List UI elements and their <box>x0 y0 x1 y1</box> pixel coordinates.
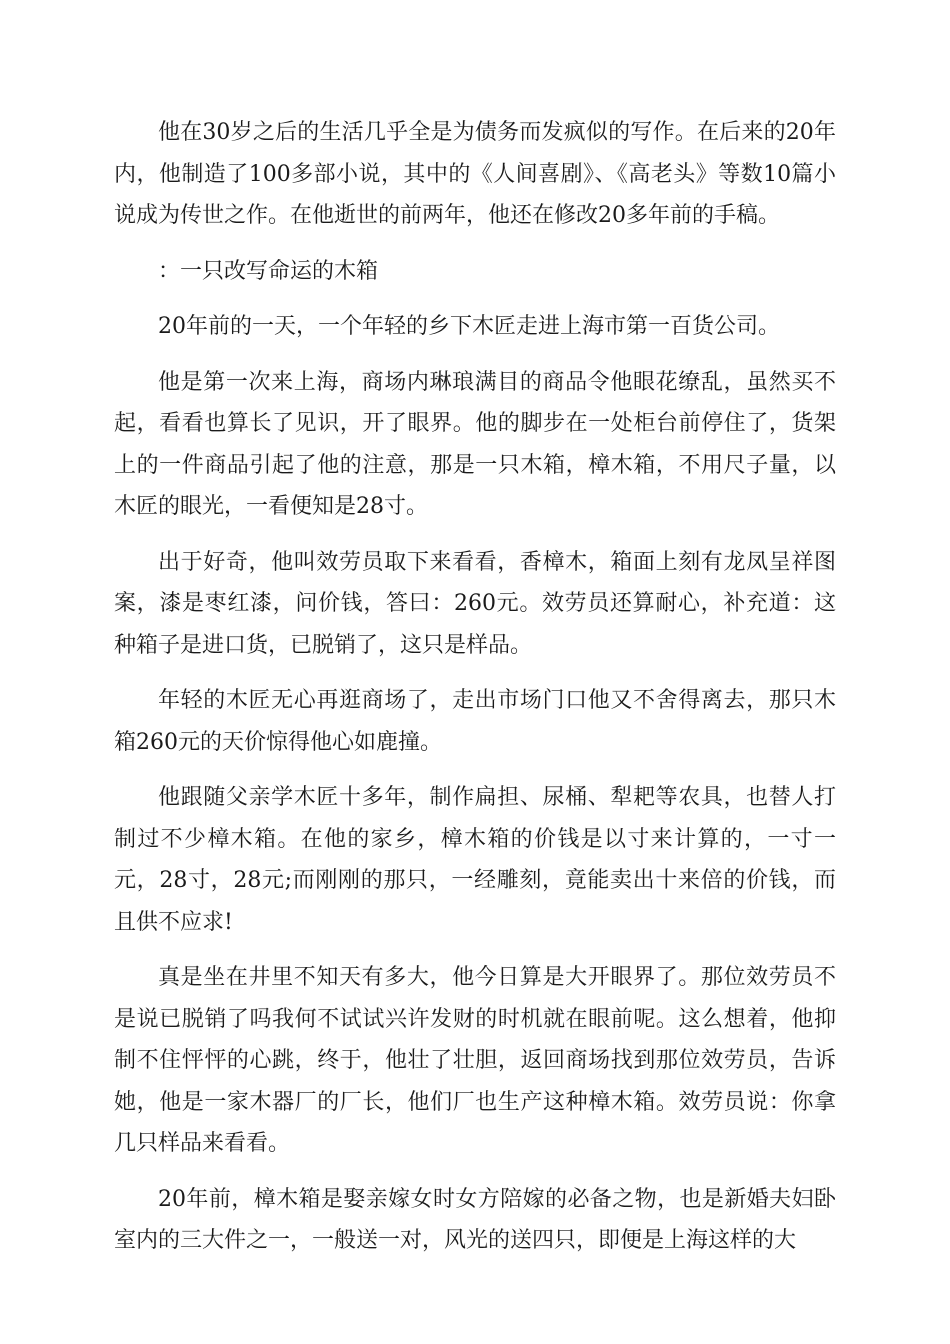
section-heading: ：一只改写命运的木箱 <box>158 258 379 284</box>
paragraph: 他在30岁之后的生活几乎全是为债务而发疯似的写作。在后来的20年内，他制造了100多部小说，其中的《人间喜剧》、《高老头》等数10篇小说成为传世之作。在他逝世的前两年，他还在修改20多年前的手稿。 <box>114 120 836 228</box>
paragraph: 20年前，樟木箱是娶亲嫁女时女方陪嫁的必备之物，也是新婚夫妇卧室内的三大件之一，一般送一对，风光的送四只，即便是上海这样的大 <box>114 1186 836 1253</box>
paragraph: 他跟随父亲学木匠十多年，制作扁担、尿桶、犁耙等农具，也替人打制过不少樟木箱。在他的家乡，樟木箱的价钱是以寸来计算的，一寸一元，28寸，28元;而刚刚的那只，一经雕刻，竟能卖出十来倍的价钱，而且供不应求! <box>114 785 836 935</box>
paragraph: 20年前的一天，一个年轻的乡下木匠走进上海市第一百货公司。 <box>158 314 780 339</box>
paragraph: 年轻的木匠无心再逛商场了，走出市场门口他又不舍得离去，那只木箱260元的天价惊得他心如鹿撞。 <box>114 688 836 755</box>
paragraph: 他是第一次来上海，商场内琳琅满目的商品令他眼花缭乱，虽然买不起，看看也算长了见识，开了眼界。他的脚步在一处柜台前停住了，货架上的一件商品引起了他的注意，那是一只木箱，樟木箱，不用尺子量，以木匠的眼光，一看便知是28寸。 <box>114 369 836 519</box>
paragraph: 出于好奇，他叫效劳员取下来看看，香樟木，箱面上刻有龙凤呈祥图案，漆是枣红漆，问价钱，答曰：260元。效劳员还算耐心，补充道：这种箱子是进口货，已脱销了，这只是样品。 <box>114 549 836 658</box>
document-body <box>114 112 836 1276</box>
paragraph: 真是坐在井里不知天有多大，他今日算是大开眼界了。那位效劳员不是说已脱销了吗我何不试试兴许发财的时机就在眼前呢。这么想着，他抑制不住怦怦的心跳，终于，他壮了壮胆，返回商场找到那位效劳员，告诉她，他是一家木器厂的厂长，他们厂也生产这种樟木箱。效劳员说：你拿几只样品来看看。 <box>114 965 836 1156</box>
